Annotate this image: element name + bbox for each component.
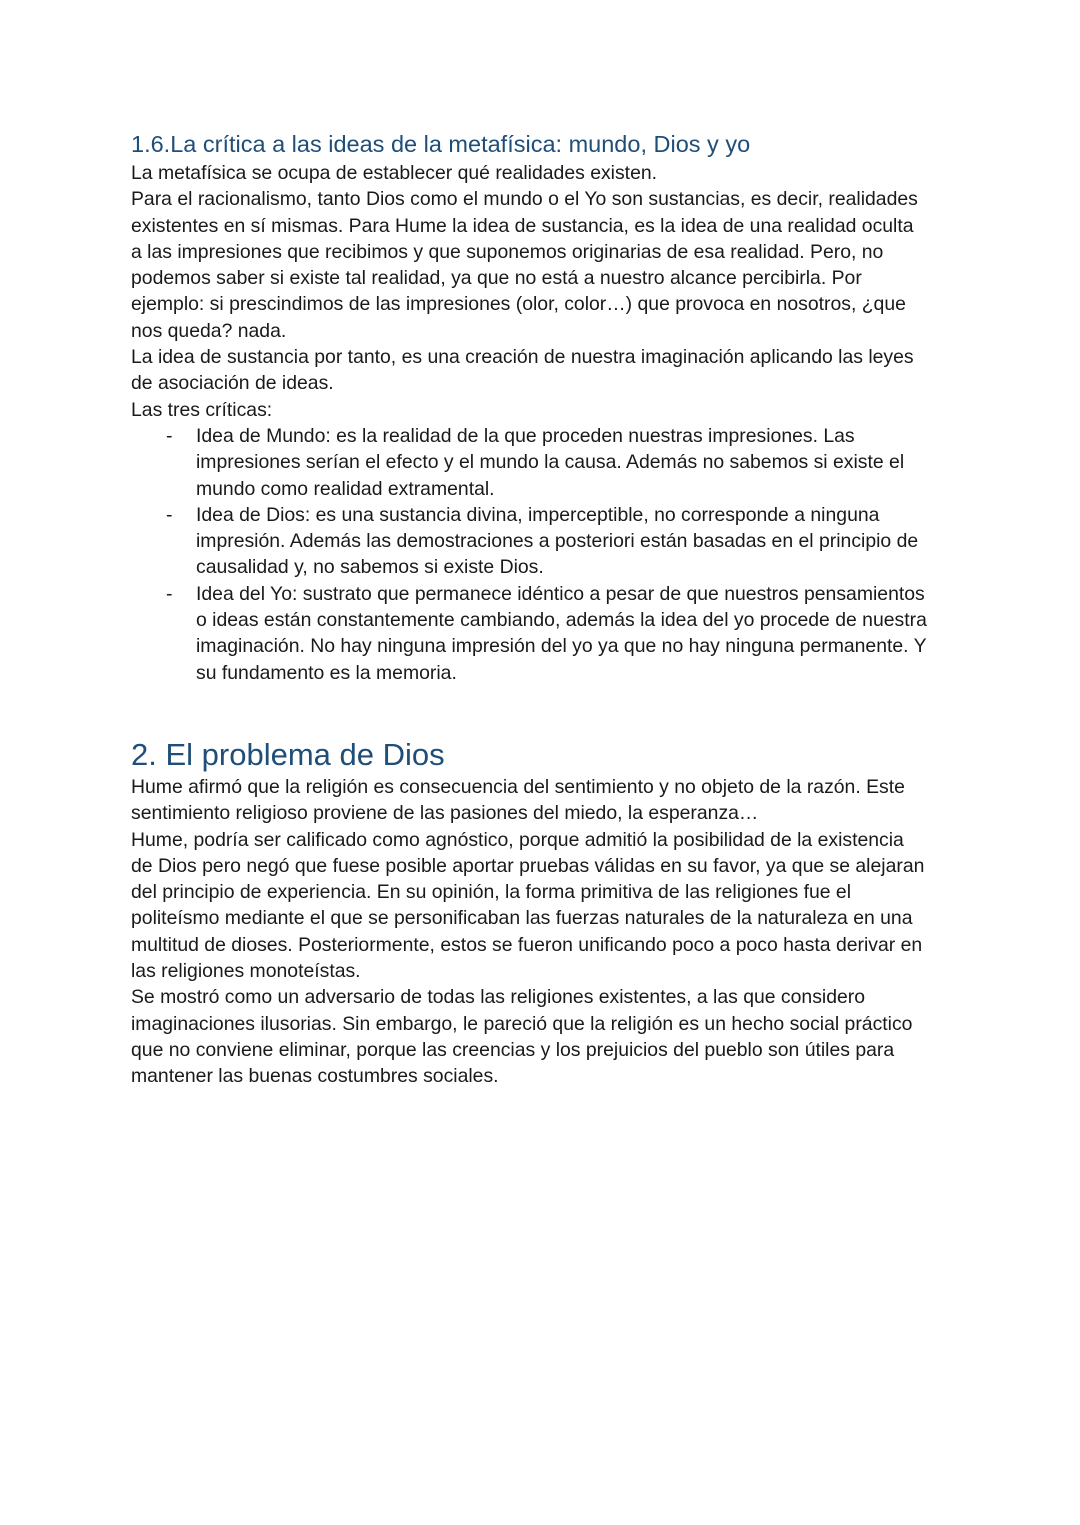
paragraph-substance-rationalism <box>131 186 961 344</box>
section-god-problem <box>131 736 961 1090</box>
section-heading-god-problem: 2. El problema de Dios <box>131 736 445 772</box>
text-line: La idea de sustancia por tanto, es una creación de nuestra imaginación aplicando las leyes <box>131 346 914 369</box>
list-intro <box>131 397 961 423</box>
paragraph-religion-sentiment <box>131 774 961 827</box>
text-line: sentimiento religioso proviene de las pasiones del miedo, la esperanza… <box>131 802 759 825</box>
text-line: mundo como realidad extramental. <box>196 477 495 500</box>
paragraph-agnosticism <box>131 827 961 985</box>
text-line: ejemplo: si prescindimos de las impresiones (olor, color…) que provoca en nosotros, ¿que <box>131 293 906 316</box>
text-line: Se mostró como un adversario de todas las religiones existentes, a las que considero <box>131 986 866 1009</box>
text-line: Hume, podría ser calificado como agnóstico, porque admitió la posibilidad de la existencia <box>131 828 904 851</box>
critique-self <box>196 581 961 686</box>
text-line: - Idea de Mundo: es la realidad de la que proceden nuestras impresiones. Las <box>196 424 855 447</box>
text-line: nos queda? nada. <box>131 319 287 342</box>
text-line: de asociación de ideas. <box>131 372 334 395</box>
paragraph-substance-imagination <box>131 344 961 397</box>
text-line: de Dios pero negó que fuese posible aportar pruebas válidas en su favor, ya que se alejaran <box>131 854 925 877</box>
text-line: Para el racionalismo, tanto Dios como el mundo o el Yo son sustancias, es decir, realidades <box>131 188 918 211</box>
text-line: del principio de experiencia. En su opinión, la forma primitiva de las religiones fue el <box>131 881 852 904</box>
text-line: a las impresiones que recibimos y que suponemos originarias de esa realidad. Pero, no <box>131 240 884 263</box>
text-line: las religiones monoteístas. <box>131 960 361 983</box>
text-line: existentes en sí mismas. Para Hume la idea de sustancia, es la idea de una realidad oculta <box>131 214 914 237</box>
document-content <box>131 129 961 1090</box>
paragraph-metaphysics-intro <box>131 160 961 186</box>
text-line: imaginaciones ilusorias. Sin embargo, le pareció que la religión es un hecho social práctico <box>131 1012 913 1035</box>
text-line: politeísmo mediante el que se personificaban las fuerzas naturales de la naturaleza en una <box>131 907 913 930</box>
text-line: o ideas están constantemente cambiando, además la idea del yo procede de nuestra <box>196 609 927 632</box>
critique-god <box>196 502 961 581</box>
text-line: Las tres críticas: <box>131 398 273 421</box>
critiques-list <box>131 423 961 686</box>
text-line: su fundamento es la memoria. <box>196 661 457 684</box>
text-line: La metafísica se ocupa de establecer qué realidades existen. <box>131 162 658 184</box>
text-line: podemos saber si existe tal realidad, ya que no está a nuestro alcance percibirla. Por <box>131 267 862 290</box>
text-line: impresiones serían el efecto y el mundo la causa. Además no sabemos si existe el <box>196 451 905 474</box>
text-line: multitud de dioses. Posteriormente, estos se fueron unificando poco a poco hasta derivar en <box>131 933 923 956</box>
section-heading-metaphysics-critique: 1.6.La crítica a las ideas de la metafísica: mundo, Dios y yo <box>131 131 751 157</box>
text-line: que no conviene eliminar, porque las creencias y los prejuicios del pueblo son útiles para <box>131 1038 895 1061</box>
text-line: imaginación. No hay ninguna impresión del yo ya que no hay ninguna permanente. Y <box>196 635 927 658</box>
paragraph-religion-social-fact <box>131 984 961 1089</box>
text-line: Hume afirmó que la religión es consecuencia del sentimiento y no objeto de la razón. Este <box>131 775 905 798</box>
text-line: mantener las buenas costumbres sociales. <box>131 1065 499 1088</box>
text-line: - Idea del Yo: sustrato que permanece idéntico a pesar de que nuestros pensamientos <box>196 582 925 605</box>
text-line: causalidad y, no sabemos si existe Dios. <box>196 556 544 579</box>
text-line: impresión. Además las demostraciones a posteriori están basadas en el principio de <box>196 530 919 553</box>
text-line: - Idea de Dios: es una sustancia divina, imperceptible, no corresponde a ninguna <box>196 503 880 526</box>
critique-world <box>196 423 961 502</box>
